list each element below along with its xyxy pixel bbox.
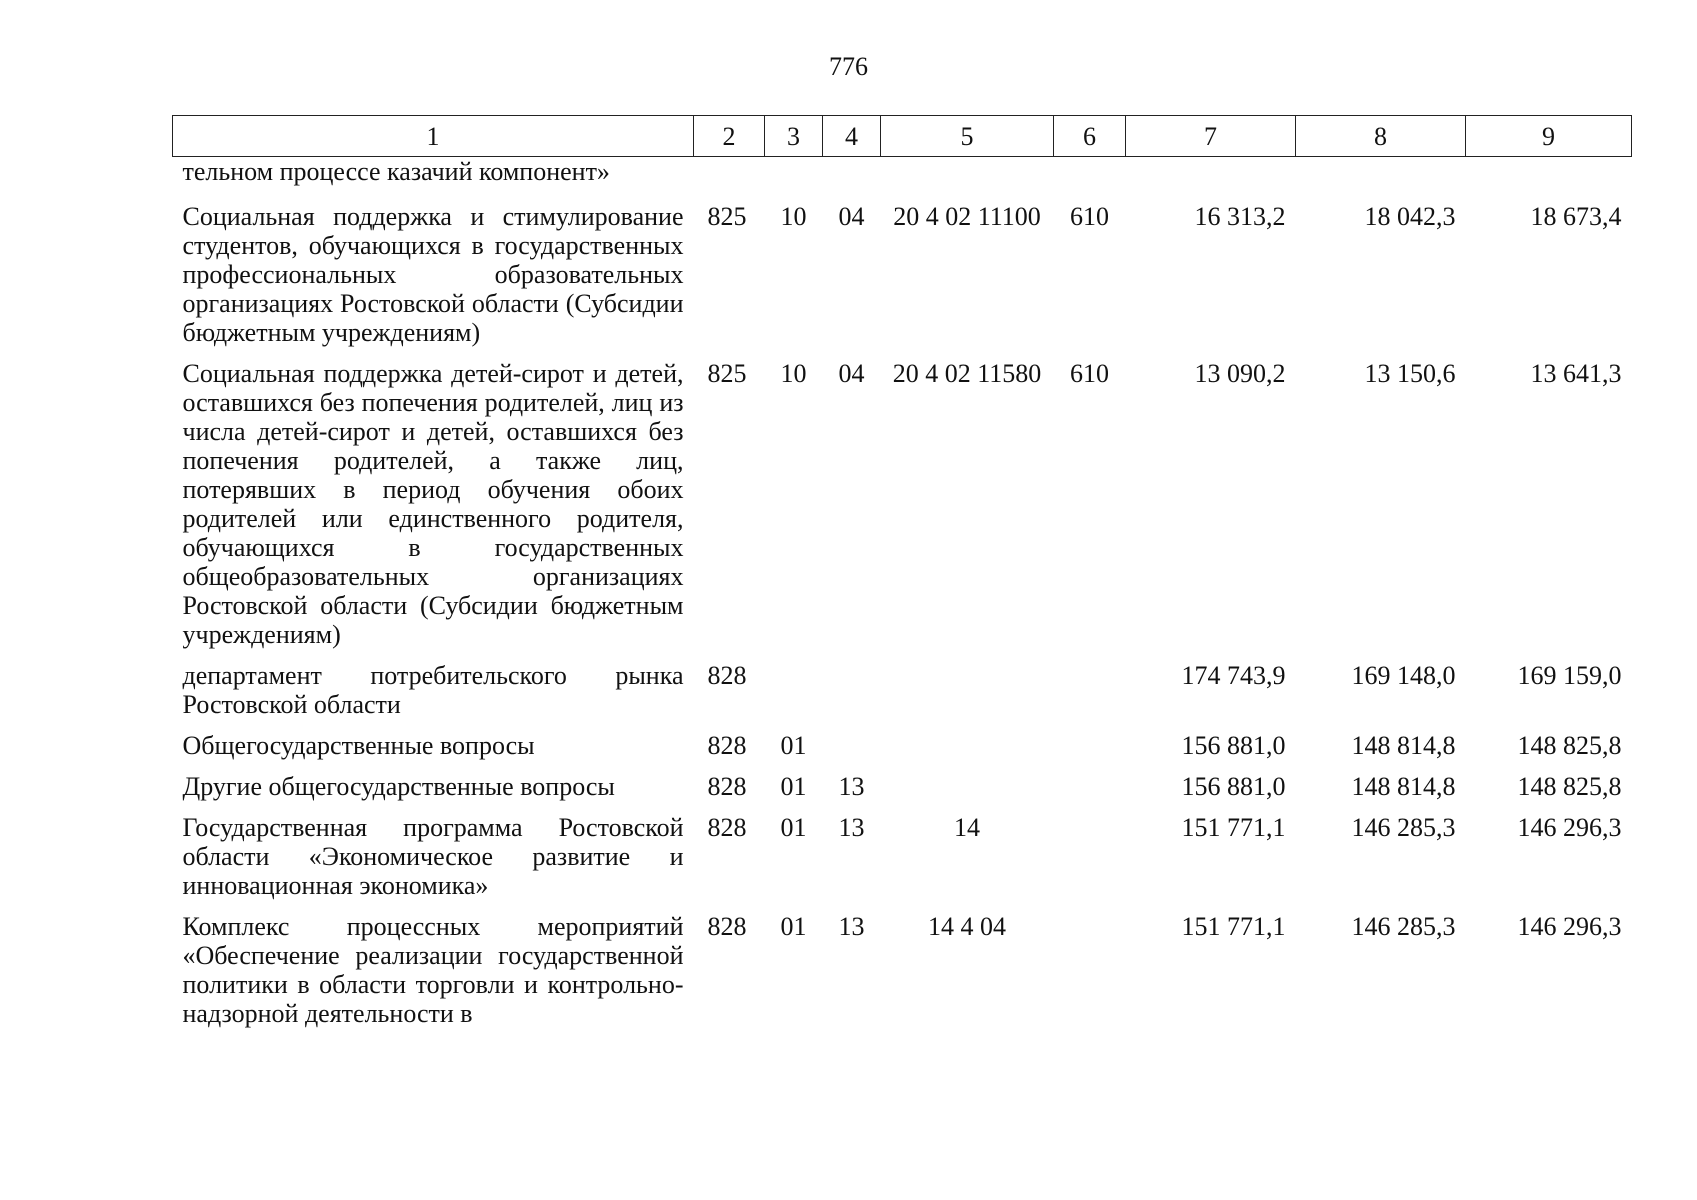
cell-section: 01 [780, 912, 807, 941]
cell-grbs: 825 [707, 202, 747, 231]
cell-amount-7: 174 743,9 [1181, 661, 1286, 690]
cell-amount-8: 169 148,0 [1351, 661, 1456, 690]
cell-target-article: 14 4 04 [928, 912, 1006, 941]
table-row [173, 772, 1632, 813]
cell-subsection: 13 [838, 813, 865, 842]
cell-expense-type: 610 [1070, 359, 1109, 388]
cell-amount-8: 148 814,8 [1351, 772, 1456, 801]
cell-amount-7: 151 771,1 [1181, 813, 1286, 842]
cell-target-article [881, 661, 1054, 731]
cell-grbs: 828 [707, 912, 747, 941]
cell-target-article [881, 772, 1054, 813]
cell-subsection: 13 [838, 772, 865, 801]
cell-amount-7: 13 090,2 [1194, 359, 1286, 388]
cell-expense-type [1054, 772, 1126, 813]
cell-amount-9: 146 296,3 [1517, 813, 1622, 842]
cell-amount-9: 146 296,3 [1517, 912, 1622, 941]
cell-amount-7: 16 313,2 [1194, 202, 1286, 231]
table-row [173, 813, 1632, 912]
cell-section: 01 [780, 813, 807, 842]
cell-subsection [823, 157, 881, 203]
cell-amount-7: 156 881,0 [1181, 731, 1286, 760]
header-cell-5: 5 [881, 116, 1054, 157]
table-row [173, 157, 1632, 203]
cell-amount-9: 169 159,0 [1517, 661, 1622, 690]
cell-target-article: 20 4 02 11100 [893, 202, 1041, 231]
cell-expense-type [1054, 157, 1126, 203]
header-cell-7: 7 [1126, 116, 1296, 157]
header-cell-2: 2 [694, 116, 765, 157]
cell-amount-9: 148 825,8 [1517, 772, 1622, 801]
cell-expense-type: 610 [1070, 202, 1109, 231]
row-name: Социальная поддержка детей-сирот и детей, оставшихся без попечения родителей, лиц из числа детей-сирот и детей, оставшихся без попечения родителей, а также лиц, потерявших в период обучения обоих родителей или единственного родителя, обучающихся в государственных общеобразовательных организациях Ростовской области (Субсидии бюджетным учреждениям) [182, 359, 684, 649]
header-cell-4: 4 [823, 116, 881, 157]
cell-expense-type [1054, 661, 1126, 731]
cell-subsection: 04 [838, 202, 865, 231]
table-row [173, 661, 1632, 731]
cell-amount-9 [1466, 157, 1632, 203]
cell-expense-type [1054, 912, 1126, 1028]
cell-target-article [881, 731, 1054, 772]
cell-target-article [881, 157, 1054, 203]
cell-grbs: 828 [707, 661, 747, 690]
cell-expense-type [1054, 731, 1126, 772]
page-number: 776 [829, 52, 868, 81]
cell-grbs: 828 [707, 813, 747, 842]
header-cell-1: 1 [173, 116, 694, 157]
row-name: Комплекс процессных мероприятий «Обеспечение реализации государственной политики в области торговли и контрольно-надзорной деятельности в [182, 912, 684, 1028]
cell-amount-8: 13 150,6 [1364, 359, 1456, 388]
cell-subsection [823, 731, 881, 772]
cell-section: 10 [780, 359, 807, 388]
cell-amount-7 [1126, 157, 1296, 203]
row-name: Государственная программа Ростовской области «Экономическое развитие и инновационная экономика» [182, 813, 684, 900]
table-row [173, 202, 1632, 359]
header-cell-6: 6 [1054, 116, 1126, 157]
cell-amount-8: 146 285,3 [1351, 813, 1456, 842]
cell-amount-7: 156 881,0 [1181, 772, 1286, 801]
header-cell-8: 8 [1296, 116, 1466, 157]
cell-amount-8: 148 814,8 [1351, 731, 1456, 760]
header-cell-9: 9 [1466, 116, 1632, 157]
row-name: тельном процессе казачий компонент» [182, 157, 610, 186]
cell-grbs [694, 157, 765, 203]
cell-expense-type [1054, 813, 1126, 912]
row-name: Другие общегосударственные вопросы [182, 772, 615, 801]
cell-section: 10 [780, 202, 807, 231]
cell-subsection: 04 [838, 359, 865, 388]
cell-amount-9: 148 825,8 [1517, 731, 1622, 760]
header-cell-3: 3 [765, 116, 823, 157]
cell-target-article: 14 [954, 813, 980, 842]
table-row [173, 731, 1632, 772]
cell-grbs: 825 [707, 359, 747, 388]
cell-section [765, 157, 823, 203]
cell-section: 01 [780, 731, 807, 760]
cell-amount-7: 151 771,1 [1181, 912, 1286, 941]
cell-grbs: 828 [707, 772, 747, 801]
cell-amount-9: 18 673,4 [1530, 202, 1622, 231]
header-row [173, 116, 1632, 157]
cell-amount-8: 18 042,3 [1364, 202, 1456, 231]
row-name: Социальная поддержка и стимулирование студентов, обучающихся в государственных профессиональных образовательных организациях Ростовской области (Субсидии бюджетным учреждениям) [182, 202, 684, 347]
row-name: Общегосударственные вопросы [182, 731, 535, 760]
table-row [173, 359, 1632, 661]
cell-grbs: 828 [707, 731, 747, 760]
table-row [173, 912, 1632, 1028]
cell-target-article: 20 4 02 11580 [892, 359, 1042, 388]
cell-amount-9: 13 641,3 [1530, 359, 1622, 388]
cell-amount-8: 146 285,3 [1351, 912, 1456, 941]
cell-subsection: 13 [838, 912, 865, 941]
budget-table [172, 115, 1632, 1028]
cell-section [765, 661, 823, 731]
cell-amount-8 [1296, 157, 1466, 203]
row-name: департамент потребительского рынка Ростовской области [182, 661, 684, 719]
cell-section: 01 [780, 772, 807, 801]
cell-subsection [823, 661, 881, 731]
